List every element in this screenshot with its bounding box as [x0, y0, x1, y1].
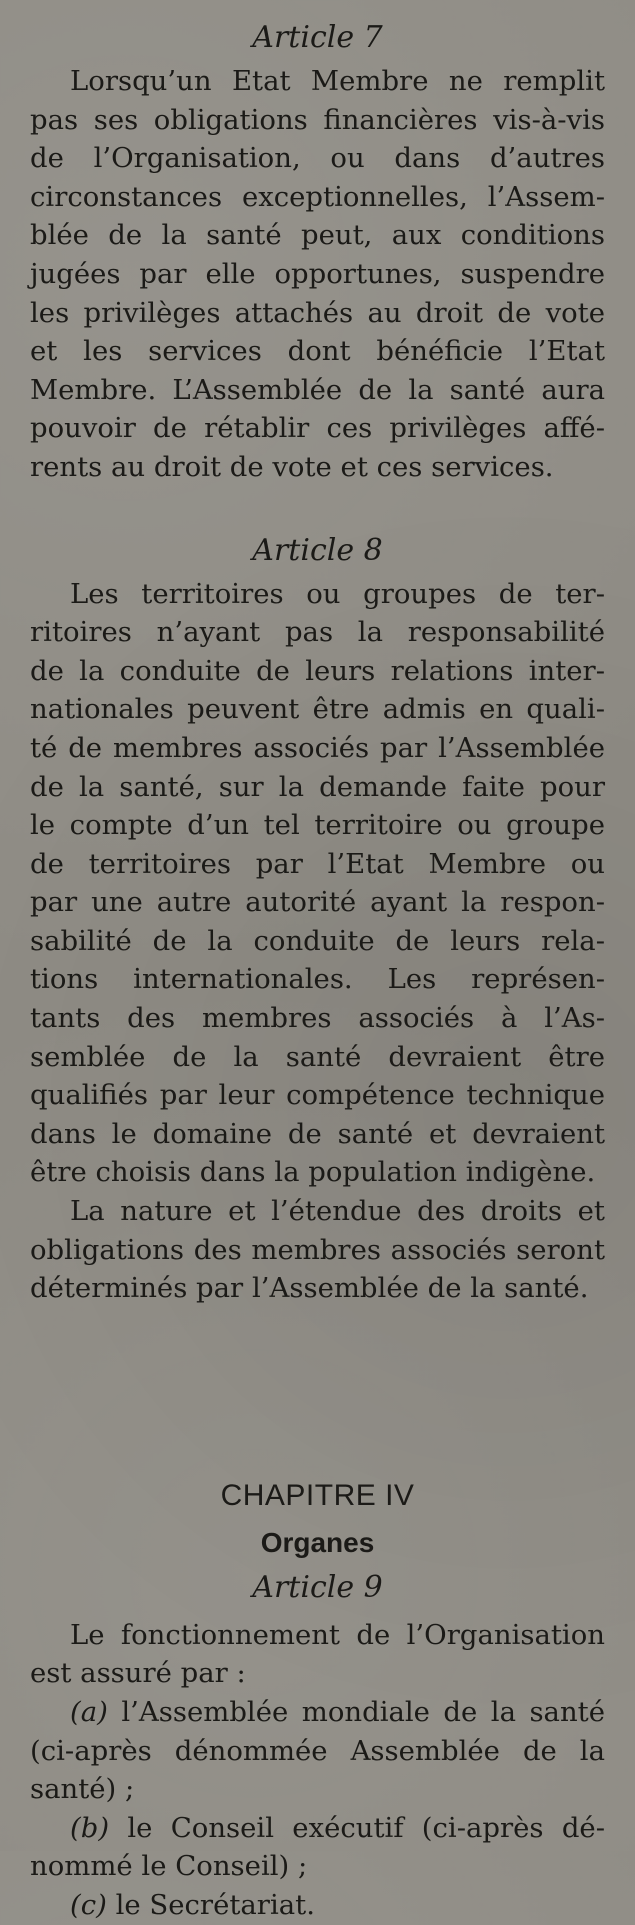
article-7-heading: Article 7 — [252, 20, 383, 55]
list-item-b — [30, 1809, 605, 1886]
text-line: être choisis dans la population indigène. — [30, 1156, 596, 1189]
text-line: té de membres associés par l’Assemblée — [30, 731, 605, 764]
text-line: qualifiés par leur compétence technique — [30, 1079, 605, 1112]
text-line: le compte d’un tel territoire ou groupe — [30, 809, 605, 842]
article-8-paragraph-2 — [30, 1192, 605, 1308]
item-text: le Secrétariat. — [115, 1888, 315, 1921]
text-line: semblée de la santé devraient être — [30, 1040, 605, 1073]
article-9-heading: Article 9 — [252, 1569, 383, 1605]
text-line: Les territoires ou groupes de ter- — [70, 577, 605, 610]
text-line: de l’Organisation, ou dans d’autres — [30, 142, 605, 175]
text-line: dans le domaine de santé et devraient — [30, 1117, 605, 1150]
article-9-intro — [30, 1616, 605, 1693]
text-line: Membre. L’Assemblée de la santé aura — [30, 373, 605, 406]
item-label: (a) — [70, 1696, 108, 1728]
text-line: (ci-après dénommée Assemblée de la — [30, 1734, 605, 1767]
text-line: nationales peuvent être admis en quali- — [30, 693, 605, 726]
text-line: rents au droit de vote et ces services. — [30, 450, 554, 483]
text-line: La nature et l’étendue des droits et — [70, 1195, 605, 1228]
text-line: blée de la santé peut, aux conditions — [30, 219, 605, 252]
list-item-a — [30, 1693, 605, 1809]
text-line — [30, 1886, 605, 1925]
text-line: pas ses obligations financières vis-à-vis — [30, 103, 605, 136]
text-line: sabilité de la conduite de leurs rela- — [30, 924, 605, 957]
chapter-subheading: Organes — [260, 1526, 375, 1558]
text-line: Le fonctionnement de l’Organisation — [70, 1618, 605, 1651]
text-line: tions internationales. Les représen- — [30, 963, 605, 996]
article-7-paragraph — [30, 62, 605, 487]
text-line: tants des membres associés à l’As- — [30, 1002, 605, 1035]
chapter-heading: CHAPITRE IV — [220, 1478, 415, 1512]
text-line: circonstances exceptionnelles, l’Assem- — [30, 180, 605, 213]
article-8-heading: Article 8 — [252, 532, 383, 568]
text-line: les privilèges attachés au droit de vote — [30, 296, 605, 329]
list-item-c — [30, 1886, 605, 1925]
article-8-paragraph-1 — [30, 575, 605, 1193]
item-text: le Conseil exécutif (ci-après dé- — [127, 1811, 605, 1844]
text-line — [30, 1693, 605, 1732]
text-line: déterminés par l’Assemblée de la santé. — [30, 1272, 589, 1305]
text-line: de la santé, sur la demande faite pour — [30, 770, 605, 803]
item-label: (c) — [70, 1888, 107, 1921]
text-line: de la conduite de leurs relations inter- — [30, 654, 605, 687]
text-line: ritoires n’ayant pas la responsabilité — [30, 616, 605, 649]
text-line: jugées par elle opportunes, suspendre — [30, 257, 605, 290]
text-line: Lorsqu’un Etat Membre ne remplit — [70, 65, 605, 97]
item-text: l’Assemblée mondiale de la santé — [121, 1696, 605, 1728]
text-line: nommé le Conseil) ; — [30, 1850, 308, 1883]
text-line: santé) ; — [30, 1773, 135, 1806]
text-line: pouvoir de rétablir ces privilèges affé- — [30, 412, 605, 445]
text-line: par une autre autorité ayant la respon- — [30, 886, 605, 919]
item-label: (b) — [70, 1811, 110, 1844]
text-line: obligations des membres associés seront — [30, 1233, 605, 1266]
text-line: est assuré par : — [30, 1657, 246, 1690]
text-line: et les services dont bénéficie l’Etat — [30, 335, 605, 368]
text-line: de territoires par l’Etat Membre ou — [30, 847, 605, 880]
text-line — [30, 1809, 605, 1848]
